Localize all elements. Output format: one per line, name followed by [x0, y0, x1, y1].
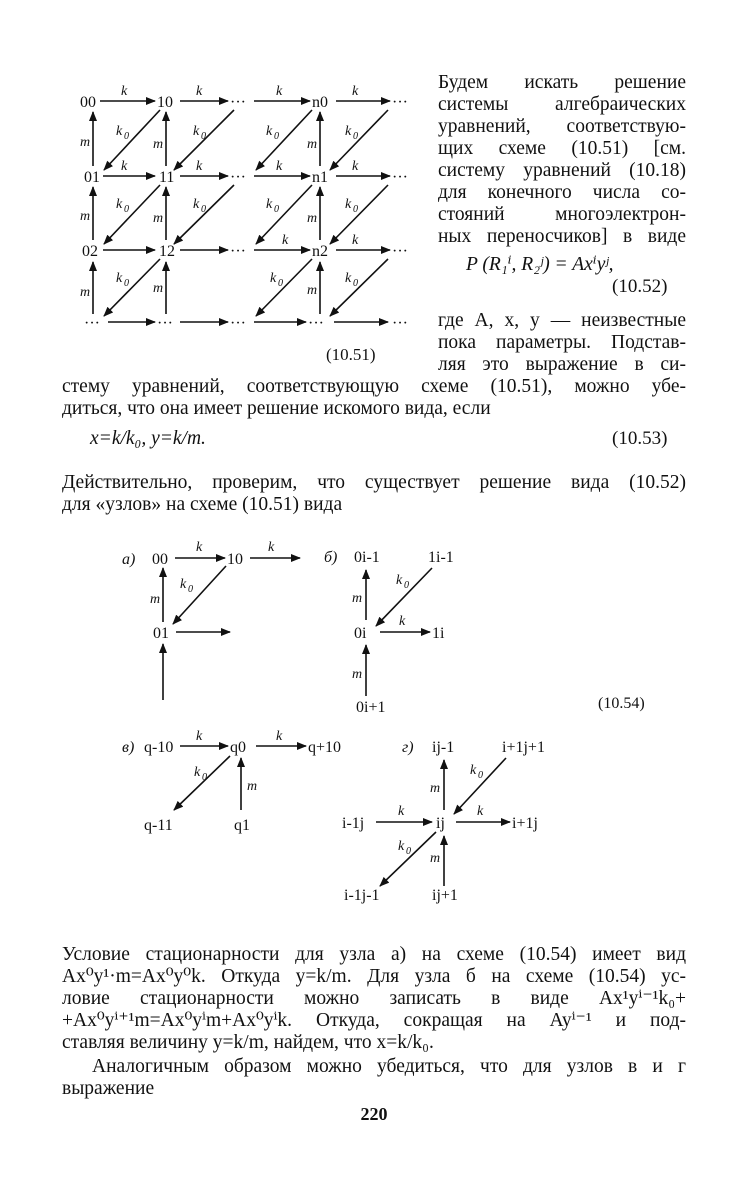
scheme-10-54-b	[324, 549, 454, 716]
eq-label-10-52: (10.52)	[612, 276, 668, 297]
scheme-10-51	[80, 84, 408, 332]
svg-text:1i: 1i	[432, 625, 445, 642]
formula-10-53: x=k/k₀, y=k/m.	[90, 428, 206, 449]
svg-text:0i+1: 0i+1	[356, 699, 386, 716]
svg-text:в): в)	[122, 739, 135, 756]
svg-text:i-1j-1: i-1j-1	[344, 887, 380, 904]
scheme-10-54-v	[122, 729, 341, 834]
svg-text:k: k	[352, 233, 359, 248]
svg-text:k: k	[121, 84, 128, 99]
svg-text:0: 0	[353, 204, 358, 215]
svg-text:ij+1: ij+1	[432, 887, 458, 904]
scheme-10-54-g	[342, 739, 545, 904]
svg-text:k: k	[470, 763, 477, 778]
svg-text:m: m	[153, 137, 164, 152]
svg-text:k: k	[398, 839, 405, 854]
svg-text:···: ···	[157, 315, 173, 332]
node-12: 12	[159, 243, 175, 260]
svg-text:i-1j: i-1j	[342, 815, 365, 832]
svg-text:1i-1: 1i-1	[428, 549, 454, 566]
svg-text:10: 10	[227, 551, 243, 568]
node-00: 00	[80, 94, 96, 111]
svg-text:k: k	[345, 124, 352, 139]
paragraph-1: стему уравнений, соответствующую схеме (10.51), можно убе- диться, что она имеет решение искомого вида, если	[62, 376, 686, 419]
svg-text:···: ···	[308, 315, 324, 332]
svg-text:···: ···	[392, 169, 408, 186]
svg-text:0i-1: 0i-1	[354, 549, 380, 566]
svg-text:···: ···	[392, 315, 408, 332]
svg-text:i+1j+1: i+1j+1	[502, 739, 545, 756]
svg-text:k: k	[193, 197, 200, 212]
svg-text:q-10: q-10	[144, 739, 174, 756]
svg-text:k: k	[266, 124, 273, 139]
svg-text:k: k	[116, 124, 123, 139]
svg-text:m: m	[352, 667, 363, 682]
svg-text:k: k	[116, 271, 123, 286]
svg-text:k: k	[352, 159, 359, 174]
paragraph-2: Действительно, проверим, что существует решение вида (10.52) для «узлов» на схеме (10.51) вида	[62, 472, 686, 515]
svg-text:q-11: q-11	[144, 817, 173, 834]
node-n1: n1	[312, 169, 328, 186]
svg-text:m: m	[352, 591, 363, 606]
node-n0: n0	[312, 94, 328, 111]
svg-text:m: m	[153, 211, 164, 226]
page-number: 220	[360, 1104, 388, 1124]
svg-text:б): б)	[324, 549, 338, 566]
svg-text:0: 0	[478, 770, 483, 781]
svg-text:0: 0	[201, 131, 206, 142]
svg-text:0: 0	[124, 278, 129, 289]
svg-text:k: k	[345, 197, 352, 212]
svg-text:q+10: q+10	[308, 739, 342, 756]
svg-text:···: ···	[230, 94, 246, 111]
svg-text:k: k	[477, 804, 484, 819]
svg-text:k: k	[194, 765, 201, 780]
eq-label-10-51: (10.51)	[326, 345, 376, 364]
svg-text:0: 0	[188, 584, 193, 595]
svg-text:···: ···	[392, 94, 408, 111]
formula-10-52: P (R₁ⁱ, R₂ʲ) = Axⁱyʲ,	[466, 254, 614, 275]
svg-text:k: k	[396, 573, 403, 588]
svg-text:m: m	[430, 851, 441, 866]
svg-text:k: k	[196, 729, 203, 744]
svg-text:ij: ij	[436, 815, 445, 832]
svg-text:k: k	[345, 271, 352, 286]
node-10: 10	[157, 94, 173, 111]
svg-text:···: ···	[392, 243, 408, 260]
eq-label-10-54: (10.54)	[598, 695, 645, 712]
svg-text:k: k	[399, 614, 406, 629]
svg-text:i+1j: i+1j	[512, 815, 538, 832]
svg-text:00: 00	[152, 551, 168, 568]
svg-text:k: k	[270, 271, 277, 286]
svg-text:0: 0	[274, 204, 279, 215]
svg-text:q0: q0	[230, 739, 246, 756]
node-11: 11	[159, 169, 175, 186]
svg-text:m: m	[150, 592, 161, 607]
svg-text:m: m	[80, 135, 91, 150]
svg-text:а): а)	[122, 551, 136, 568]
svg-text:k: k	[266, 197, 273, 212]
svg-text:0: 0	[353, 131, 358, 142]
right-column-paragraph-2: где A, x, y — неизвестные пока параметры. Подстав- ляя это выражение в си-	[438, 310, 686, 375]
svg-text:k: k	[268, 540, 275, 555]
svg-text:k: k	[121, 159, 128, 174]
svg-text:k: k	[276, 159, 283, 174]
svg-text:01: 01	[153, 625, 169, 642]
svg-text:k: k	[180, 577, 187, 592]
right-column-paragraph: Будем искать решение системы алгебраических уравнений, соответствую- щих схеме (10.51) [см. систему уравнений (10.18) для конечного числа со- стояний многоэлектрон- ных переносчиков] в виде	[438, 72, 686, 247]
svg-text:m: m	[307, 211, 318, 226]
svg-text:k: k	[352, 84, 359, 99]
svg-text:0: 0	[353, 278, 358, 289]
svg-text:k: k	[276, 84, 283, 99]
svg-text:m: m	[153, 281, 164, 296]
svg-text:k: k	[116, 197, 123, 212]
svg-text:0: 0	[201, 204, 206, 215]
svg-text:···: ···	[230, 169, 246, 186]
eq-label-10-53: (10.53)	[612, 428, 668, 449]
scheme-10-54-a	[122, 540, 300, 700]
svg-text:0: 0	[274, 131, 279, 142]
svg-text:0: 0	[124, 131, 129, 142]
svg-text:···: ···	[230, 243, 246, 260]
svg-text:0: 0	[406, 846, 411, 857]
svg-text:k: k	[282, 233, 289, 248]
svg-text:0i: 0i	[354, 625, 367, 642]
svg-text:m: m	[80, 209, 91, 224]
svg-text:ij-1: ij-1	[432, 739, 455, 756]
svg-text:k: k	[398, 804, 405, 819]
svg-text:m: m	[307, 283, 318, 298]
svg-text:k: k	[196, 159, 203, 174]
svg-text:0: 0	[404, 580, 409, 591]
svg-text:0: 0	[124, 204, 129, 215]
svg-text:···: ···	[84, 315, 100, 332]
svg-text:k: k	[196, 540, 203, 555]
node-n2: n2	[312, 243, 328, 260]
svg-text:г): г)	[402, 739, 414, 756]
node-01: 01	[84, 169, 100, 186]
svg-text:k: k	[276, 729, 283, 744]
node-02: 02	[82, 243, 98, 260]
svg-text:m: m	[247, 779, 258, 794]
svg-text:q1: q1	[234, 817, 250, 834]
paragraph-4: Аналогичным образом можно убедиться, что для узлов в и г выражение	[62, 1056, 686, 1099]
svg-text:k: k	[193, 124, 200, 139]
svg-text:0: 0	[278, 278, 283, 289]
svg-text:0: 0	[202, 772, 207, 783]
svg-text:m: m	[307, 137, 318, 152]
svg-text:···: ···	[230, 315, 246, 332]
svg-text:k: k	[196, 84, 203, 99]
svg-text:m: m	[430, 781, 441, 796]
svg-text:m: m	[80, 285, 91, 300]
paragraph-3: Условие стационарности для узла а) на схеме (10.54) имеет вид Ax⁰y¹·m=Ax⁰y⁰k. Откуда y=k/m. Для узла б на схеме (10.54) ус- ловие стационарности можно записать в виде Ax¹yⁱ⁻¹k₀+ +Ax⁰yⁱ⁺¹m=Ax⁰yⁱm+Ax⁰yⁱk. Откуда, сокращая на Ayⁱ⁻¹ и под- ставляя величину y=k/m, найдем, что x=k/k₀.	[62, 944, 686, 1053]
